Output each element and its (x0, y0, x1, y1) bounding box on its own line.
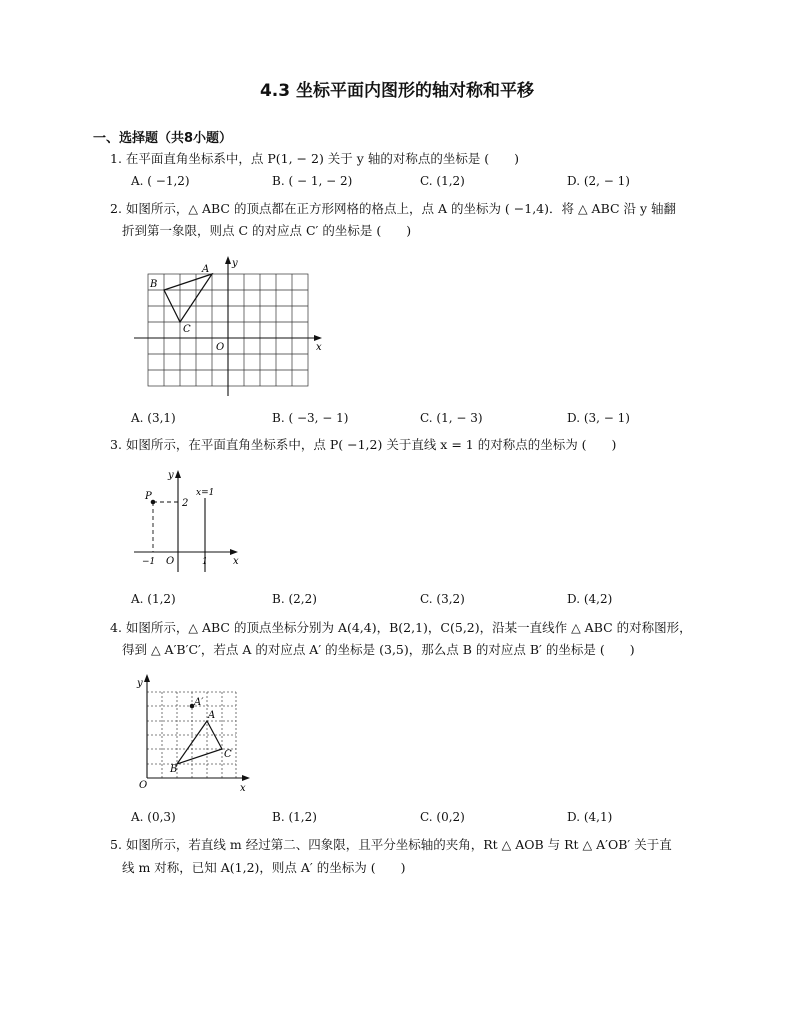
q2-label-y: y (232, 258, 238, 269)
question-5-stem-line2: 线 m 对称，已知 A(1,2)，则点 A′ 的坐标为 ( ) (122, 860, 406, 875)
page-title: 4.3 坐标平面内图形的轴对称和平移 (259, 81, 535, 101)
q3-label-x: x (233, 556, 239, 567)
question-2-stem-line1: 2. 如图所示，△ ABC 的顶点都在正方形网格的格点上，点 A 的坐标为 ( −1,4)．将 △ ABC 沿 y 轴翻 (110, 201, 677, 216)
q3-option-c[interactable]: C. (3,2) (420, 592, 465, 606)
q3-x-arrow (230, 549, 238, 555)
question-4-stem-line2: 得到 △ A′B′C′，若点 A 的对应点 A′ 的坐标是 (3,5)，那么点 B 的对应点 B′ 的坐标是 ( ) (122, 642, 635, 657)
q4-option-c[interactable]: C. (0,2) (420, 810, 465, 824)
q3-label-neg1: −1 (142, 557, 156, 567)
q2-label-o: O (216, 342, 225, 353)
q4-label-a: A (208, 710, 216, 721)
q3-option-a[interactable]: A. (1,2) (131, 592, 176, 606)
q2-label-x: x (316, 342, 322, 353)
q2-label-b: B (150, 279, 158, 290)
q4-label-x: x (240, 783, 246, 794)
q3-label-o: O (166, 556, 175, 567)
q4-x-arrow (242, 775, 250, 781)
q2-grid-figure (130, 256, 330, 398)
q3-option-b[interactable]: B. (2,2) (272, 592, 317, 606)
question-3-stem: 3. 如图所示，在平面直角坐标系中，点 P( −1,2) 关于直线 x = 1 的对称点的坐标为 ( ) (110, 437, 617, 452)
question-5-stem-line1: 5. 如图所示，若直线 m 经过第二、四象限，且平分坐标轴的夹角，Rt △ AOB 与 Rt △ A′OB′ 关于直 (110, 837, 672, 852)
q2-option-a[interactable]: A. (3,1) (131, 411, 176, 425)
q2-axes (134, 260, 318, 396)
q3-label-line: x=1 (196, 488, 215, 498)
q1-option-c[interactable]: C. (1,2) (420, 174, 465, 188)
question-2-stem-line2: 折到第一象限，则点 C 的对应点 C′ 的坐标是 ( ) (122, 223, 412, 238)
q3-y-arrow (175, 470, 181, 478)
q2-y-arrow (225, 256, 231, 264)
q4-y-arrow (144, 674, 150, 682)
q2-option-b[interactable]: B. ( −3, − 1) (272, 411, 349, 425)
q3-label-p: P (145, 491, 152, 502)
q4-label-y: y (137, 678, 143, 689)
q1-option-d[interactable]: D. (2, − 1) (567, 174, 630, 188)
section-heading: 一、选择题（共8小题） (93, 131, 233, 146)
q3-label-1: 1 (202, 557, 208, 567)
q4-label-b: B (170, 764, 178, 775)
q4-option-d[interactable]: D. (4,1) (567, 810, 613, 824)
q2-option-d[interactable]: D. (3, − 1) (567, 411, 630, 425)
question-1-stem: 1. 在平面直角坐标系中，点 P(1, − 2) 关于 y 轴的对称点的坐标是 ( ) (110, 151, 520, 166)
q4-option-b[interactable]: B. (1,2) (272, 810, 317, 824)
q2-x-arrow (314, 335, 322, 341)
q4-label-a-prime: A′ (194, 697, 204, 708)
q4-label-o: O (139, 780, 148, 791)
q1-option-a[interactable]: A. ( −1,2) (131, 174, 190, 188)
q4-label-c: C (224, 749, 232, 760)
q2-label-a: A (202, 264, 210, 275)
q4-triangle-abc (177, 721, 222, 764)
q2-label-c: C (183, 324, 191, 335)
q4-dotted-grid-figure (136, 672, 256, 794)
question-4-stem-line1: 4. 如图所示，△ ABC 的顶点坐标分别为 A(4,4)，B(2,1)，C(5,2)，沿某一直线作 △ ABC 的对称图形， (110, 620, 692, 635)
q3-option-d[interactable]: D. (4,2) (567, 592, 613, 606)
q2-option-c[interactable]: C. (1, − 3) (420, 411, 483, 425)
q4-option-a[interactable]: A. (0,3) (131, 810, 176, 824)
q1-option-b[interactable]: B. ( − 1, − 2) (272, 174, 353, 188)
q3-dashed-guides (153, 502, 178, 552)
q3-label-2: 2 (182, 498, 189, 509)
q3-figure (130, 468, 250, 574)
q3-label-y: y (168, 470, 174, 481)
q2-triangle-abc (164, 274, 212, 322)
